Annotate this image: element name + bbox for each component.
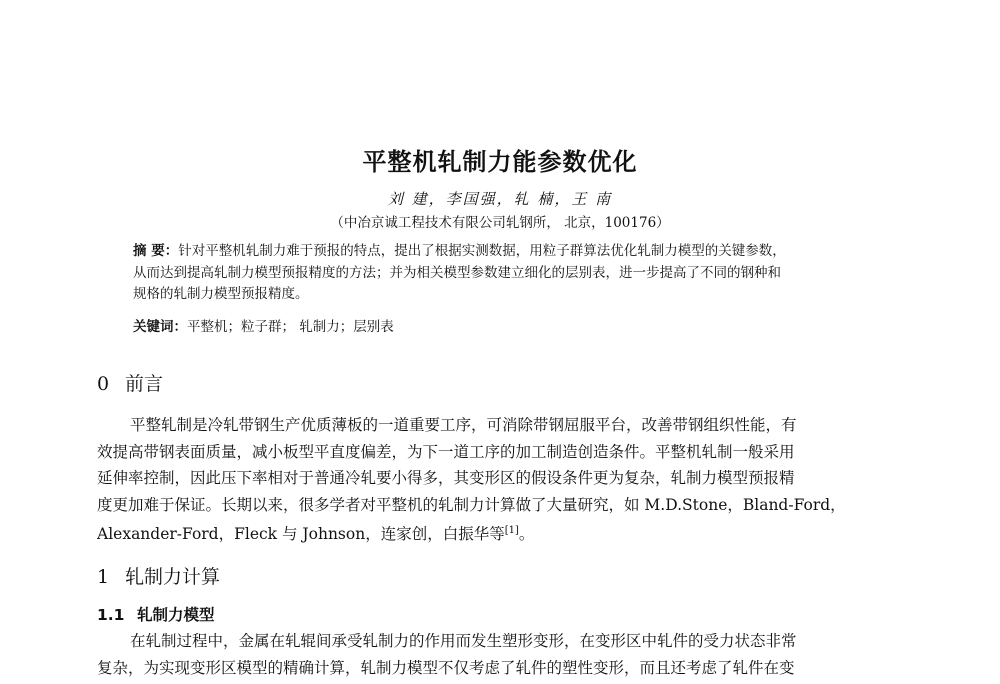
section-title: 轧制力计算 <box>125 566 221 588</box>
paragraph-line: 度更加难于保证。长期以来，很多学者对平整机的轧制力计算做了大量研究，如 M.D.Stone，Bland-Ford， <box>97 495 846 514</box>
author-list: 刘 建，李国强，轧 楠，王 南 <box>387 190 613 208</box>
section-heading-1 <box>97 562 220 589</box>
section-number: 1 <box>97 566 110 588</box>
abstract <box>133 241 893 306</box>
section-heading-0 <box>97 369 163 396</box>
abstract-line: 规格的轧制力模型预报精度。 <box>133 286 309 302</box>
paragraph-line: 在轧制过程中，金属在轧辊间承受轧制力的作用而发生塑形变形，在变形区中轧件的受力状态非常 <box>130 632 797 650</box>
paragraph-line: 效提高带钢表面质量，减小板型平直度偏差，为下一道工序的加工制造创造条件。平整机轧制一般采用 <box>97 442 795 461</box>
citation-ref: [1] <box>504 525 519 536</box>
subsection-heading-1-1 <box>97 603 215 625</box>
paper-title: 平整机轧制力能参数优化 <box>362 148 638 176</box>
section-0-paragraph <box>97 412 895 548</box>
keywords <box>133 315 893 335</box>
paragraph-line: 延伸率控制，因此压下率相对于普通冷轧要小得多，其变形区的假设条件更为复杂，轧制力模型预报精 <box>97 469 795 487</box>
keywords-text: 平整机；粒子群； 轧制力；层别表 <box>187 319 394 335</box>
paragraph-line: 平整轧制是冷轧带钢生产优质薄板的一道重要工序，可消除带钢屈服平台，改善带钢组织性能，有 <box>130 416 797 434</box>
paragraph-line: 复杂，为实现变形区模型的精确计算，轧制力模型不仅考虑了轧件的塑性变形，而且还考虑了轧件在变 <box>97 658 795 677</box>
keywords-label: 关键词： <box>133 319 187 335</box>
section-title: 前言 <box>125 373 164 395</box>
abstract-line: 从而达到提高轧制力模型预报精度的方法；并为相关模型参数建立细化的层别表，进一步提高了不同的钢种和 <box>133 264 781 281</box>
subsection-1-1-paragraph <box>97 628 895 681</box>
abstract-label: 摘 要： <box>133 243 179 259</box>
abstract-line: 摘 要：针对平整机轧制力难于预报的特点，提出了根据实测数据，用粒子群算法优化轧制力模型的关键参数， <box>133 243 786 259</box>
affiliation: （中冶京诚工程技术有限公司轧钢所， 北京，100176） <box>330 215 670 231</box>
section-number: 0 <box>97 373 110 395</box>
subsection-number: 1.1 <box>97 606 125 624</box>
paragraph-line: Alexander-Ford，Fleck 与 Johnson，连家创，白振华等[1]。 <box>97 525 535 544</box>
subsection-title: 轧制力模型 <box>137 606 215 624</box>
